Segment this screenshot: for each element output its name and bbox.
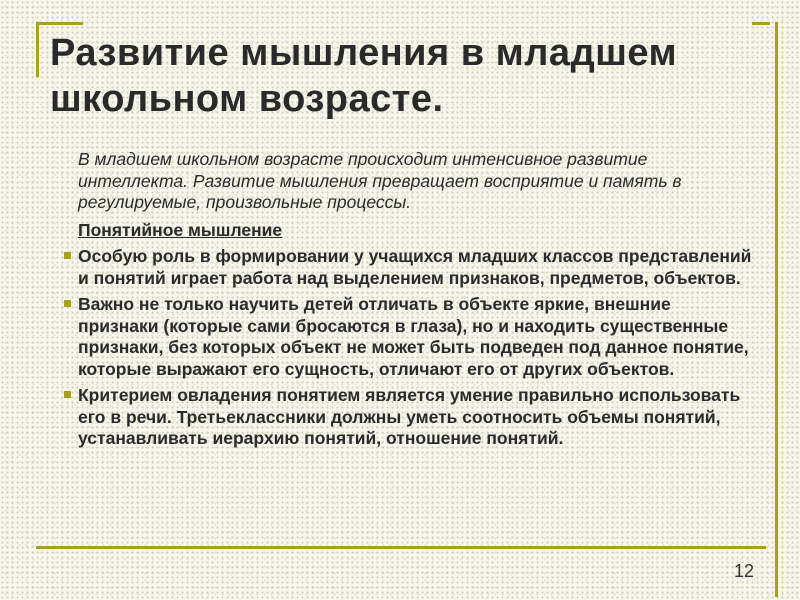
square-bullet-icon <box>64 252 71 259</box>
bullet-item <box>64 385 754 450</box>
bullet-text: Важно не только научить детей отличать в объекте яркие, внешние признаки (которые сами бросаются в глаза), но и находить существенные признаки, без которых объект не может быть подведен под данное понятие, которые выражают его сущность, отличают его от других объектов. <box>78 294 749 379</box>
square-bullet-icon <box>64 300 71 307</box>
frame-right-line <box>775 22 778 597</box>
square-bullet-icon <box>64 391 71 398</box>
slide-body <box>64 149 754 455</box>
bullet-item <box>64 246 754 289</box>
subheading: Понятийное мышление <box>78 219 283 240</box>
frame-bottom-line <box>36 546 766 549</box>
slide-title: Развитие мышления в младшем школьном возрасте. <box>50 32 678 120</box>
bullet-item <box>64 294 754 380</box>
bullet-text: Особую роль в формировании у учащихся младших классов представлений и понятий играет работа над выделением признаков, предметов, объектов. <box>78 246 752 288</box>
frame-top-right-decoration <box>752 22 770 25</box>
page-number: 12 <box>733 561 754 581</box>
bullet-list <box>64 246 754 450</box>
bullet-text: Критерием овладения понятием является умение правильно использовать его в речи. Третьеклассники должны уметь соотносить объемы понятий, устанавливать иерархию понятий, отношение понятий. <box>78 385 741 448</box>
intro-paragraph: В младшем школьном возрасте происходит интенсивное развитие интеллекта. Развитие мышления превращает восприятие и память в регулируемые, произвольные процессы. <box>78 149 682 212</box>
